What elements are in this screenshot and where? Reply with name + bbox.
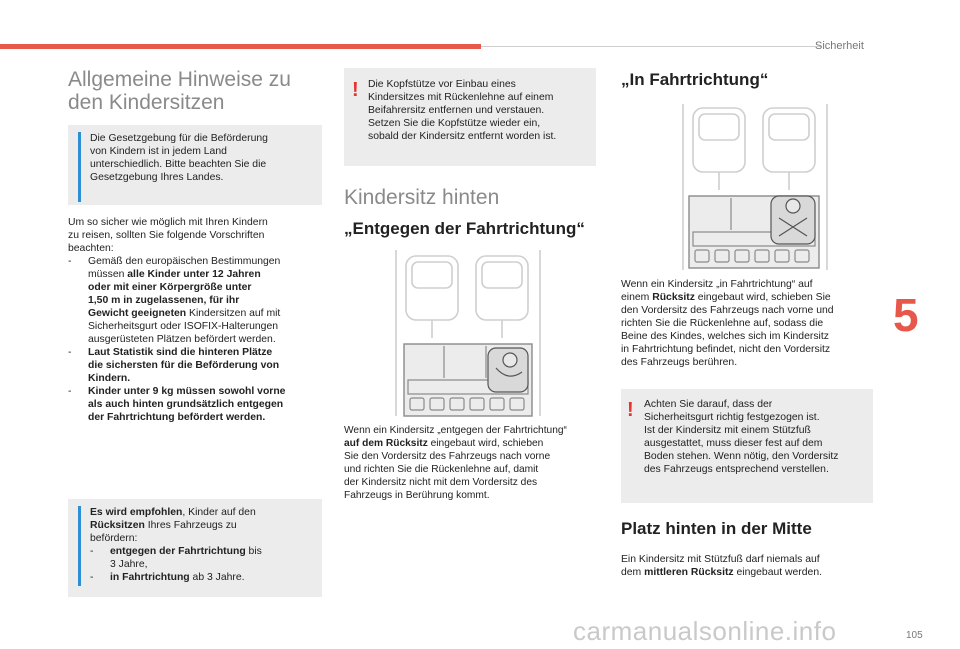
info-marker-icon xyxy=(78,132,81,202)
caption-rearward: Wenn ein Kindersitz „entgegen der Fahrtrichtung“ auf dem Rücksitz eingebaut wird, schieben Sie den Vordersitz des Fahrzeugs nach vorne und richten Sie die Rückenlehne auf, damit der Kindersitz nicht mit dem Vordersitz des Fahrzeugs in Berührung kommt. xyxy=(344,425,567,501)
page-title xyxy=(68,68,328,114)
warning-icon: ! xyxy=(627,399,634,421)
caption-forward: Wenn ein Kindersitz „in Fahrtrichtung“ auf einem Rücksitz eingebaut wird, schieben Sie den Vordersitz des Fahrzeugs nach vorne und richten Sie die Rückenlehne auf, sodass die Beine des Kindes, welches sich im Kindersitz in Fahrtrichtung befindet, nicht den Vordersitz des Fahrzeugs berühren. xyxy=(621,279,834,368)
section-title-rear-seat: Kindersitz hinten xyxy=(344,186,500,209)
section-label: Sicherheit xyxy=(815,40,864,52)
rule-item-1: - Gemäß den europäischen Bestimmungen müssen alle Kinder unter 12 Jahren oder mit einer Körpergröße unter 1,50 m in zugelassenen, für ihr Gewicht geeigneten Kindersitzen auf mit Sicherheitsgurt oder ISOFIX-Halterungen ausgerüsteten Plätzen befördert werden. xyxy=(68,256,281,345)
header-rule xyxy=(481,46,821,47)
page-number: 105 xyxy=(906,630,923,641)
warning-icon: ! xyxy=(352,79,359,101)
title-middle-seat: Platz hinten in der Mitte xyxy=(621,519,812,538)
rule-item-2: - Laut Statistik sind die hinteren Plätze die sichersten für die Beförderung von Kindern. xyxy=(68,347,280,384)
forward-child-seat-illustration xyxy=(675,100,835,276)
warning-text-belt: Achten Sie darauf, dass der Sicherheitsgurt richtig festgezogen ist. Ist der Kindersitz mit einem Stützfuß ausgestattet, muss dieser fest auf dem Boden stehen. Wenn nötig, den Vordersitz des Fahrzeugs entsprechend verstellen. xyxy=(644,399,839,475)
text-middle-seat: Ein Kindersitz mit Stützfuß darf niemals auf dem mittleren Rücksitz eingebaut werden. xyxy=(621,554,822,578)
child-seat-rearward xyxy=(488,348,528,392)
title-forward: „In Fahrtrichtung“ xyxy=(621,70,769,89)
info-marker-icon xyxy=(78,506,81,586)
info-text-legislation: Die Gesetzgebung für die Beförderung von Kindern ist in jedem Land unterschiedlich. Bitte beachten Sie die Gesetzgebung Ihres Landes. xyxy=(90,133,268,183)
watermark: carmanualsonline.info xyxy=(573,616,837,646)
info-text-recommendation: Es wird empfohlen, Kinder auf den Rücksitzen Ihres Fahrzeugs zu befördern: - entgegen der Fahrtrichtung bis 3 Jahre, - in Fahrtrichtung ab 3 Jahre. xyxy=(90,507,262,583)
warning-text-headrest: Die Kopfstütze vor Einbau eines Kindersitzes mit Rückenlehne auf einem Beifahrersitz entfernen und verstauen. Setzen Sie die Kopfstütze wieder ein, sobald der Kindersitz entfernt worden ist. xyxy=(368,79,557,142)
chapter-number: 5 xyxy=(893,289,919,341)
rule-item-3: - Kinder unter 9 kg müssen sowohl vorne als auch hinten grundsätzlich entgegen der Fahrtrichtung befördert werden. xyxy=(68,386,286,423)
header-accent-bar xyxy=(0,44,481,49)
rules-text: Um so sicher wie möglich mit Ihren Kindern zu reisen, sollten Sie folgende Vorschriften beachten: - Gemäß den europäischen Bestimmungen müssen alle Kinder unter 12 Jahren oder mit einer Körpergröße unter 1,50 m in zugelassenen, für ihr Gewicht geeigneten Kindersitzen auf mit Sicherheitsgurt oder ISOFIX-Halterungen ausgerüsteten Plätzen befördert werden. - Laut Statistik sind die hinteren Plätze die sichersten für die Beförderung von Kindern. - Kinder unter 9 kg müssen sowohl vorne als auch hinten grundsätzlich entgegen der Fahrtrichtung befördert werden. xyxy=(68,216,328,424)
page-title-line2: den Kindersitzen xyxy=(68,91,225,114)
subtitle-rearward: „Entgegen der Fahrtrichtung“ xyxy=(344,219,585,238)
child-seat-forward xyxy=(771,196,815,244)
rearward-child-seat-illustration xyxy=(388,246,548,422)
page-title-line1: Allgemeine Hinweise zu xyxy=(68,68,291,91)
